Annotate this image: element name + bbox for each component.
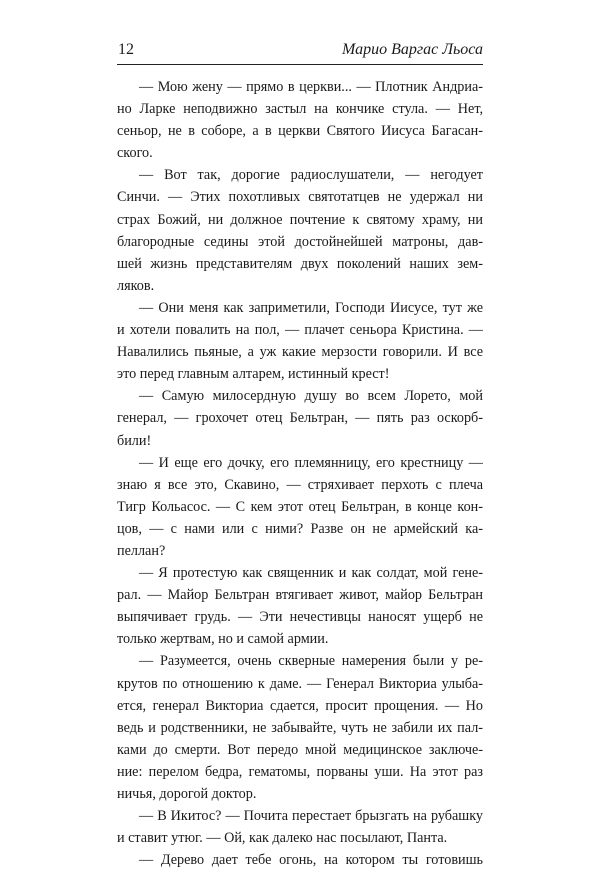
text-line: — Я протестую как священник и как солдат, мой гене-: [139, 565, 483, 582]
text-line: это перед главным алтарем, истинный крест!: [117, 366, 390, 383]
text-line: — Дерево дает тебе огонь, на котором ты готовишь: [139, 852, 483, 869]
text-line: — И еще его дочку, его племянницу, его крестницу —: [139, 454, 483, 471]
text-line: но Ларке неподвижно застыл на кончике стула. — Нет,: [117, 101, 483, 118]
text-line: Синчи. — Этих похотливых святотатцев не удержал ни: [117, 189, 483, 206]
text-line: страх Божий, ни должное почтение к святому храму, ни: [117, 211, 483, 228]
text-line: Тигр Кольасос. — С кем этот отец Бельтран, в конце кон-: [117, 498, 483, 515]
text-line: ничья, дорогой доктор.: [117, 786, 257, 802]
text-line: только жертвам, но и самой армии.: [117, 631, 329, 648]
text-line: рал. — Майор Бельтран втягивает живот, майор Бельтран: [117, 587, 483, 604]
text-line: ками до смерти. Вот передо мной медицинское заключе-: [117, 741, 483, 758]
text-line: били!: [117, 432, 152, 449]
text-line: крутов по отношению к даме. — Генерал Викториа улыба-: [117, 675, 483, 692]
text-line: — Самую милосердную душу во всем Лорето, мой: [139, 388, 483, 405]
text-line: благородные седины этой достойнейшей матроны, дав-: [117, 233, 483, 250]
text-line: цов, — с нами или с ними? Разве он не армейский ка-: [117, 520, 483, 537]
text-line: знаю я все это, Скавино, — стряхивает перхоть с плеча: [117, 476, 483, 493]
text-line: Навалились пьяные, а уж какие мерзости говорили. И все: [117, 344, 483, 361]
text-line: ведь и родственники, не забывайте, чуть не забили их пал-: [117, 719, 483, 736]
text-line: и ставит утюг. — Ой, как далеко нас посылают, Панта.: [117, 830, 448, 847]
body-text: [117, 76, 483, 871]
text-line: — Мою жену — прямо в церкви... — Плотник Андриа-: [139, 79, 483, 95]
running-title: Марио Варгас Льоса: [341, 41, 483, 58]
text-line: — Вот так, дорогие радиослушатели, — негодует: [139, 167, 483, 184]
text-line: — Они меня как заприметили, Господи Иисусе, тут же: [139, 299, 483, 316]
page-header: [117, 38, 483, 65]
text-line: ляков.: [117, 277, 155, 294]
text-line: шей жизнь представителям двух поколений наших зем-: [117, 255, 483, 272]
text-line: сеньор, не в соборе, а в церкви Святого Иисуса Багасан-: [117, 123, 483, 140]
text-line: — В Икитос? — Почита перестает брызгать на рубашку: [139, 808, 483, 825]
text-line: ние: перелом бедра, гематомы, порваны уши. На этот раз: [117, 763, 483, 780]
text-line: ется, генерал Викториа сдается, просит прощения. — Но: [117, 697, 483, 714]
text-line: и хотели повалить на пол, — плачет сеньора Кристина. —: [117, 322, 483, 339]
text-line: — Разумеется, очень скверные намерения были у ре-: [139, 653, 483, 670]
text-line: ского.: [117, 145, 153, 162]
text-line: выпячивает грудь. — Эти нечестивцы наносят ущерб не: [117, 609, 483, 626]
page-number: 12: [118, 41, 134, 58]
text-line: пеллан?: [117, 542, 166, 559]
text-line: генерал, — грохочет отец Бельтран, — пять раз оскорб-: [117, 410, 483, 427]
